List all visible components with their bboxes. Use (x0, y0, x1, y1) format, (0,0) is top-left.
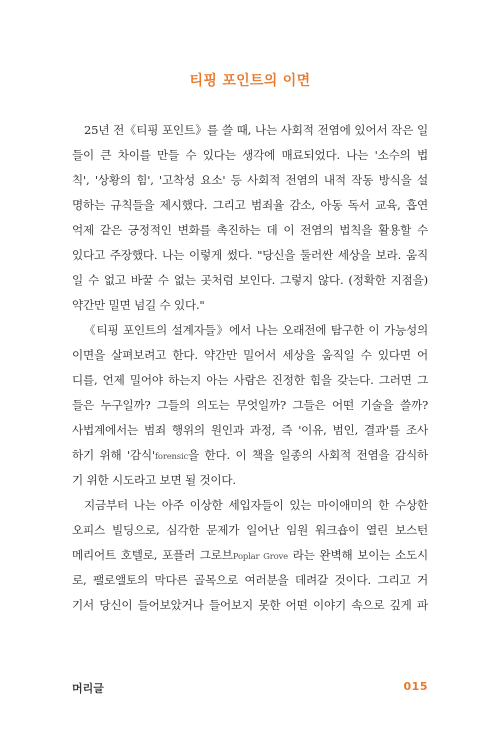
text-line: 사법계에서는 범죄 행위의 원인과 과정, 즉 '이유, 범인, 결과'를 조사 (72, 423, 428, 437)
text-line-with-gloss (72, 543, 428, 568)
text-line: 억제 같은 긍정적인 변화를 촉진하는 데 이 전염의 법칙을 활용할 수 (72, 223, 428, 237)
paragraph-3 (72, 493, 428, 618)
text-segment: 라는 완벽해 보이는 소도시 (287, 548, 429, 562)
paragraph-1 (72, 118, 428, 318)
text-line: 일 수 없고 바꿀 수 없는 곳처럼 보인다. 그렇지 않다. (정확한 지점을) (72, 273, 428, 287)
gloss-poplar-grove: Poplar Grove (232, 552, 288, 562)
section-label: 머리글 (72, 682, 104, 695)
text-segment: 을 한다. 이 책을 일종의 사회적 전염을 감식하 (188, 448, 428, 462)
text-line: 지금부터 나는 아주 이상한 세입자들이 있는 마이애미의 한 수상한 (84, 498, 428, 512)
gloss-forensic: forensic (154, 452, 189, 462)
page-footer (72, 680, 428, 696)
text-line: 디를, 언제 밀어야 하는지 아는 사람은 진정한 힘을 갖는다. 그러면 그 (72, 373, 428, 387)
paragraph-2 (72, 318, 428, 493)
text-line: 기서 당신이 들어보았거나 들어보지 못한 어떤 이야기 속으로 깊게 파 (72, 598, 428, 612)
text-line: 《티핑 포인트의 설계자들》에서 나는 오래전에 탐구한 이 가능성의 (84, 323, 428, 337)
text-line: 있다고 주장했다. 나는 이렇게 썼다. "당신을 둘러싼 세상을 보라. 움직 (72, 248, 428, 262)
text-line: 기 위한 시도라고 보면 될 것이다. (72, 473, 236, 487)
text-line: 오피스 빌딩으로, 심각한 문제가 일어난 임원 워크숍이 열린 보스턴 (72, 523, 428, 537)
text-line: 25년 전《티핑 포인트》를 쓸 때, 나는 사회적 전염에 있어서 작은 일 (84, 123, 428, 137)
text-line: 약간만 밀면 넘길 수 있다." (72, 298, 205, 312)
page-number: 015 (403, 680, 428, 693)
text-segment: 하기 위해 '감식' (72, 448, 155, 462)
text-line-with-gloss (72, 443, 428, 468)
text-line: 들은 누구일까? 그들의 의도는 무엇일까? 그들은 어떤 기술을 쓸까? (72, 398, 428, 412)
text-segment: 메리어트 호텔로, 포플러 그로브 (72, 548, 233, 562)
text-line: 이면을 살펴보려고 한다. 약간만 밀어서 세상을 움직일 수 있다면 어 (72, 348, 428, 362)
chapter-title: 티핑 포인트의 이면 (189, 73, 311, 89)
text-line: 명하는 규칙들을 제시했다. 그리고 범죄율 감소, 아동 독서 교육, 흡연 (72, 198, 428, 212)
body-text (72, 118, 428, 618)
text-line: 칙', '상황의 힘', '고착성 요소' 등 사회적 전염의 내적 작동 방식을 설 (72, 173, 428, 187)
text-line: 로, 팰로앨토의 막다른 골목으로 여러분을 데려갈 것이다. 그리고 거 (72, 573, 428, 587)
text-line: 들이 큰 차이를 만들 수 있다는 생각에 매료되었다. 나는 '소수의 법 (72, 148, 428, 162)
